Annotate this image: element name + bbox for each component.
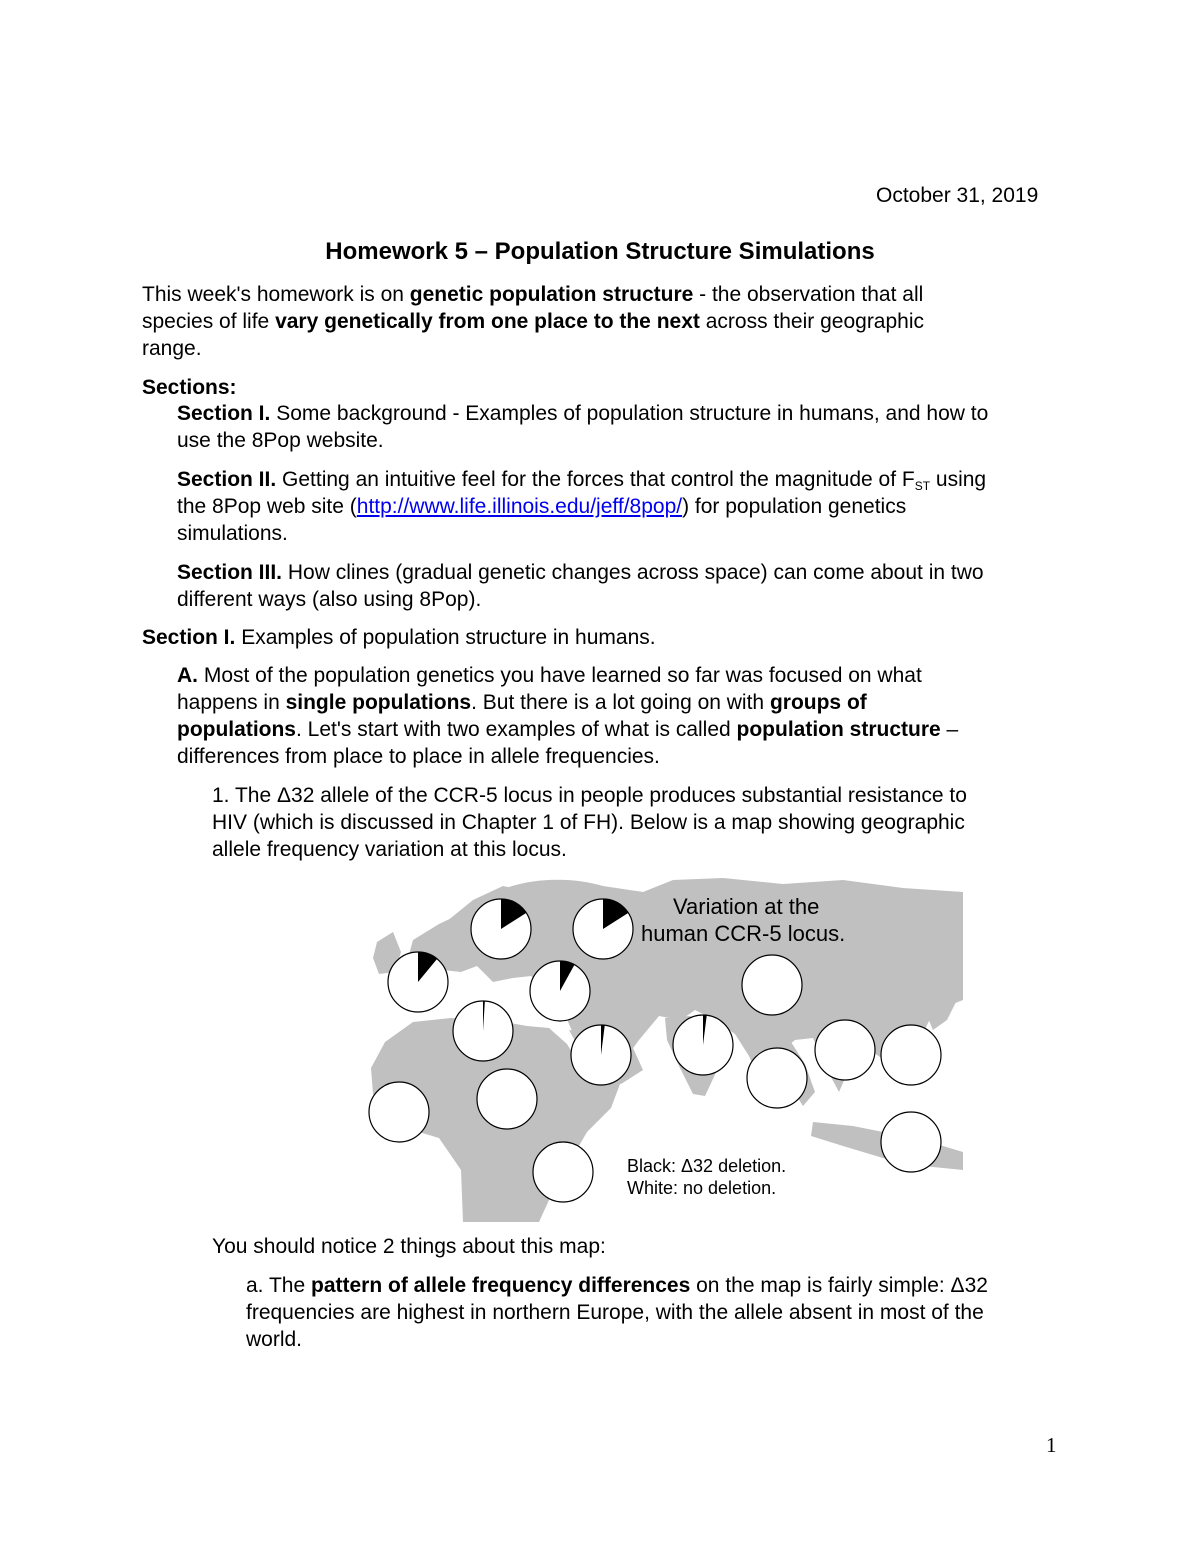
pie-central-asia [673,1015,733,1075]
pie-indonesia [881,1112,941,1172]
section-2-summary-cont: the 8Pop web site (http://www.life.illinois.edu/jeff/8pop/) for population genetics [177,495,907,518]
section-2-summary-end: simulations. [177,522,288,545]
part-a-line-3: populations. Let's start with two examples of what is called population structure – [177,718,959,741]
map-title-line-2: human CCR-5 locus. [641,921,846,946]
pie-japan [881,1025,941,1085]
intro-line-1: This week's homework is on genetic population structure - the observation that all [142,283,924,306]
document-date: October 31, 2019 [876,184,1039,207]
map-legend-deletion: Black: Δ32 deletion. [627,1156,787,1176]
pie-north-africa [477,1069,537,1129]
part-a-line-4: differences from place to place in allele frequencies. [177,745,660,768]
section-2-summary: Section II. Getting an intuitive feel for the forces that control the magnitude of $F_{ST}$ using [177,468,987,493]
item-1-line-2: HIV (which is discussed in Chapter 1 of FH). Below is a map showing geographic [212,811,965,834]
ccr5-allele-frequency-map [343,870,963,1222]
item-a-line-1: a. The pattern of allele frequency differences on the map is fairly simple: Δ32 [246,1274,988,1297]
sections-heading: Sections: [142,376,237,399]
section-1-summary-cont: use the 8Pop website. [177,429,384,452]
pie-middle-east [571,1025,631,1085]
part-a-line-1: A. Most of the population genetics you have learned so far was focused on what [177,664,922,687]
pie-british-isles [388,952,448,1012]
section-3-summary: Section III. How clines (gradual genetic changes across space) can come about in two [177,561,984,584]
pie-siberia [742,955,802,1015]
intro-line-3: range. [142,337,202,360]
intro-line-2: species of life vary genetically from one place to the next across their geographic [142,310,925,333]
pie-east-africa [533,1142,593,1202]
8pop-website-link[interactable]: http://www.life.illinois.edu/jeff/8pop/ [356,495,683,518]
pie-mediterranean [453,1001,513,1061]
item-a-line-3: world. [246,1328,303,1351]
pie-eastern-europe [530,961,590,1021]
pie-northwest-russia [573,899,633,959]
item-1-line-1: 1. The Δ32 allele of the CCR-5 locus in people produces substantial resistance to [212,784,967,807]
section-1-heading: Section I. Examples of population structure in humans. [142,626,656,649]
pie-china [815,1020,875,1080]
section-3-summary-cont: different ways (also using 8Pop). [177,588,482,611]
map-legend-no-deletion: White: no deletion. [627,1178,777,1198]
page-title: Homework 5 – Population Structure Simulations [325,238,875,265]
pie-scandinavia [471,899,531,959]
item-1-line-3: allele frequency variation at this locus. [212,838,567,861]
item-a-line-2: frequencies are highest in northern Europe, with the allele absent in most of the [246,1301,984,1324]
page-number: 1 [1046,1433,1057,1457]
section-1-summary: Section I. Some background - Examples of population structure in humans, and how to [177,402,989,425]
notice-line: You should notice 2 things about this map: [212,1235,606,1258]
pie-west-africa [369,1082,429,1142]
pie-southeast-asia [747,1048,807,1108]
map-title-line-1: Variation at the [673,894,820,919]
part-a-line-2: happens in single populations. But there is a lot going on with groups of [177,691,867,714]
